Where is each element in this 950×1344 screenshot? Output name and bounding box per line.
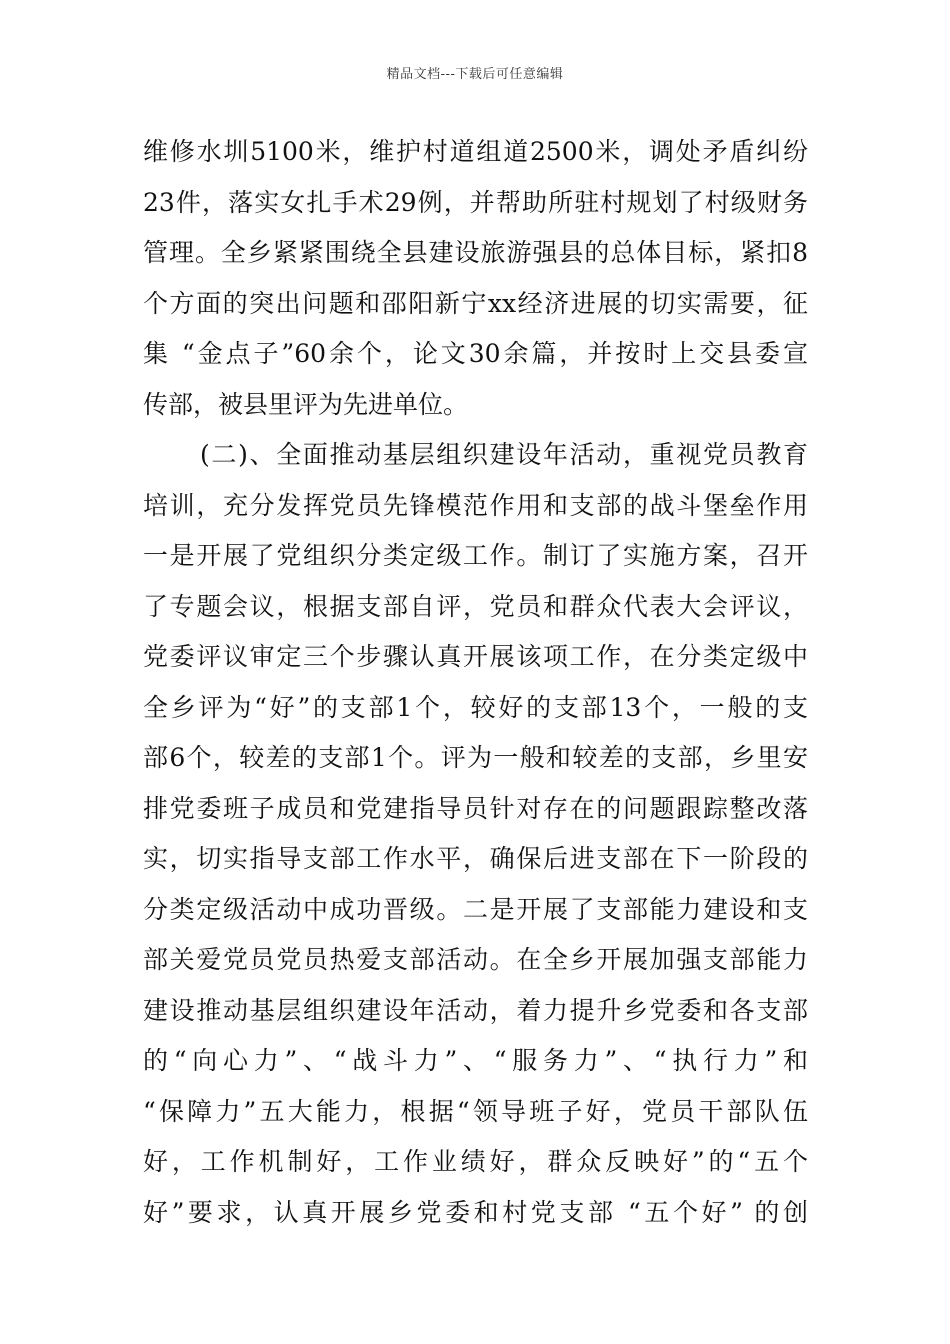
text-line-content: 管理。全乡紧紧围绕全县建设旅游强县的总体目标，紧扣8 [143, 238, 808, 267]
text-line-content: 好，工作机制好，工作业绩好，群众反映好”的“五个 [143, 1147, 808, 1176]
text-line [143, 279, 808, 330]
text-line [143, 380, 808, 431]
text-line-content: 23件，落实女扎手术29例，并帮助所驻村规划了村级财务 [143, 187, 808, 217]
text-line [143, 784, 808, 835]
text-line-content: 了专题会议，根据支部自评，党员和群众代表大会评议， [143, 591, 808, 621]
text-line [143, 935, 808, 986]
text-line [143, 632, 808, 683]
text-line [143, 1087, 808, 1138]
text-line [143, 1036, 808, 1087]
text-line [143, 885, 808, 936]
text-line-content: 部关爱党员党员热爱支部活动。在全乡开展加强支部能力 [143, 945, 808, 974]
text-line-content: 维修水圳5100米，维护村道组道2500米，调处矛盾纠纷 [143, 137, 808, 166]
text-line-content: 传部，被县里评为先进单位。 [143, 389, 469, 419]
text-line-content: “保障力”五大能力，根据“领导班子好，党员干部队伍 [143, 1096, 808, 1126]
document-body [143, 127, 808, 1238]
text-line-content: 排党委班子成员和党建指导员针对存在的问题跟踪整改落 [143, 793, 808, 823]
text-line [143, 582, 808, 633]
text-line [143, 127, 808, 178]
text-line-content: 全乡评为“好”的支部1个，较好的支部13个，一般的支 [143, 692, 808, 722]
text-line-content: 实，切实指导支部工作水平，确保后进支部在下一阶段的 [143, 844, 808, 873]
text-line-content: 培训，充分发挥党员先锋模范作用和支部的战斗堡垒作用 [143, 490, 808, 520]
text-line [143, 178, 808, 229]
text-line-content: 一是开展了党组织分类定级工作。制订了实施方案，召开 [143, 541, 808, 570]
text-line-content: 个方面的突出问题和邵阳新宁xx经济进展的切实需要，征 [143, 288, 808, 318]
text-line-content: 的“向心力”、“战斗力”、“服务力”、“执行力”和 [143, 1046, 808, 1075]
text-line [143, 834, 808, 885]
text-line [143, 986, 808, 1037]
text-line [143, 228, 808, 279]
text-line-content: 好”要求，认真开展乡党委和村党支部 “五个好” 的创 [143, 1197, 808, 1227]
text-line [143, 531, 808, 582]
text-line-content: 集 “金点子”60余个，论文30余篇，并按时上交县委宣 [143, 339, 808, 368]
page-header: 精品文档---下载后可任意编辑 [386, 67, 564, 82]
text-line [143, 1188, 808, 1239]
text-line [143, 430, 808, 481]
text-line-content: (二)、全面推动基层组织建设年活动，重视党员教育 [200, 440, 808, 469]
text-line [143, 683, 808, 734]
text-line-content: 党委评议审定三个步骤认真开展该项工作，在分类定级中 [143, 642, 808, 671]
text-line [143, 329, 808, 380]
text-line-content: 建设推动基层组织建设年活动，着力提升乡党委和各支部 [143, 995, 808, 1025]
text-line [143, 481, 808, 532]
text-line-content: 部6个，较差的支部1个。评为一般和较差的支部，乡里安 [143, 743, 808, 772]
text-line-content: 分类定级活动中成功晋级。二是开展了支部能力建设和支 [143, 894, 808, 924]
text-line [143, 1137, 808, 1188]
text-line [143, 733, 808, 784]
